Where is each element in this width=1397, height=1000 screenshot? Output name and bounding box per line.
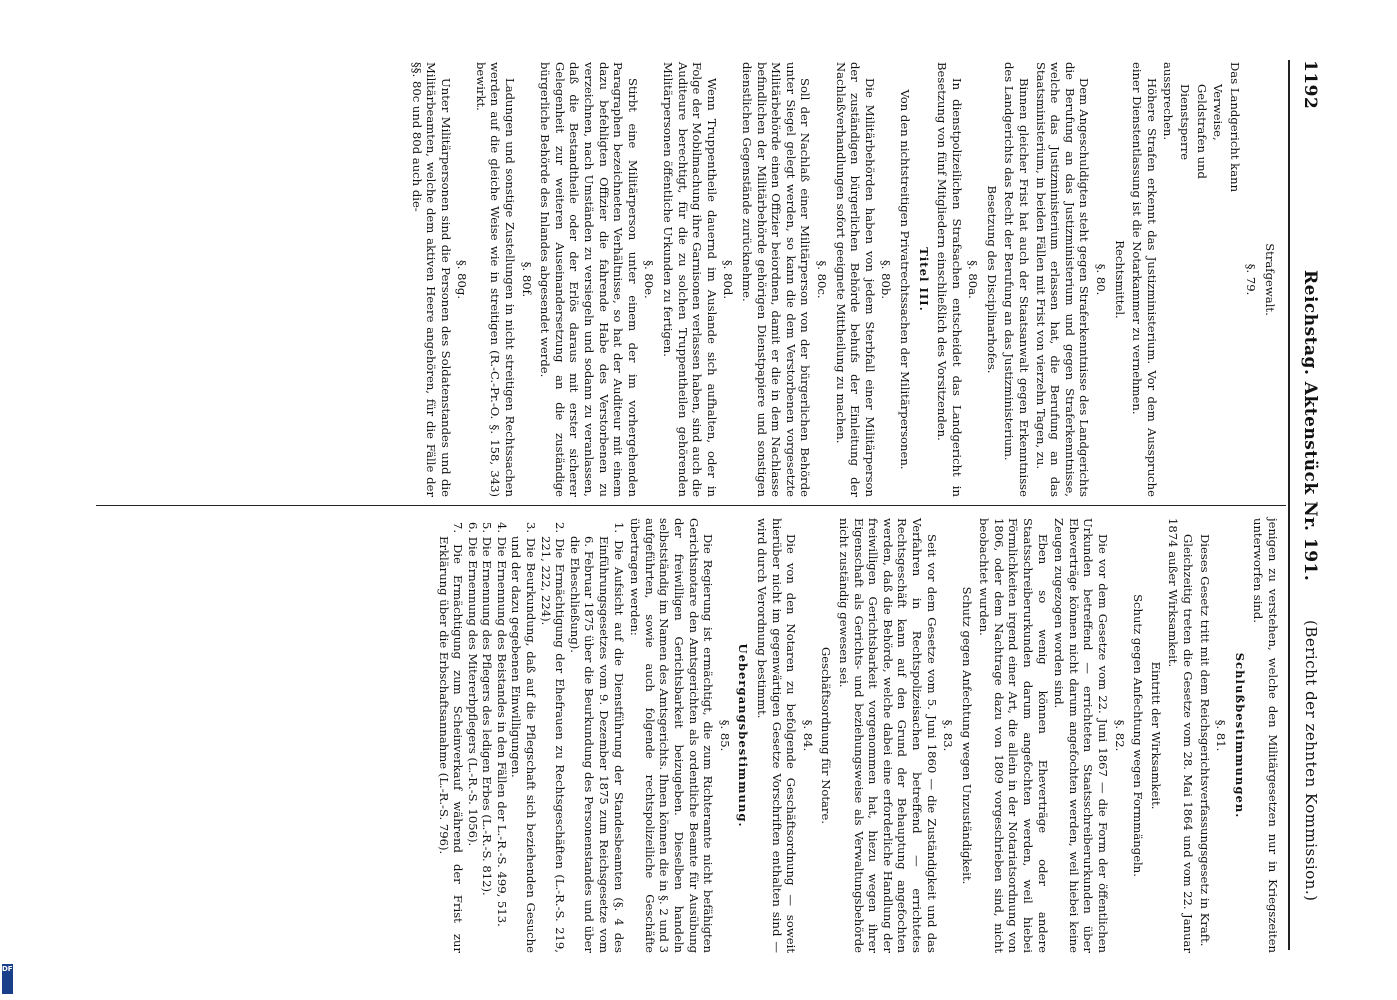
- list-item: 5. Die Ernennung des Pflegers des ledigen Erbes (L.-R.-S. 812).: [480, 522, 495, 896]
- page-header: [1290, 60, 1324, 960]
- section-heading: Geschäftsordnung für Notare.: [819, 646, 834, 825]
- title-heading: Uebergangsbestimmung.: [736, 643, 751, 828]
- paragraph: Eben so wenig können Eheverträge oder andere Staatsschreiberurkunden darum angefochten werden, weil hiebei Förmlichkeiten irgend einer Art, die allein in der Notariatsordnung von 1806, oder dem Nachtrage dazu von 1809 vorgeschrieben sind, nicht beobachtet wurden.: [977, 518, 1050, 953]
- paragraph-number: §. 82.: [1112, 719, 1127, 752]
- paragraph: Binnen gleicher Frist hat auch der Staatsanwalt gegen Erkenntnisse des Landgerichts das Recht der Berufung an das Justizministerium.: [1002, 62, 1032, 497]
- paragraph: jenigen zu verstehen, welche den Militärgesetzen nur in Kriegszeiten unterworfen sind.: [1251, 518, 1280, 953]
- paragraph: Unter Militärpersonen sind die Personen des Soldatenstandes und die Militärbeamten, welche dem aktiven Heere angehören, für die Fälle der §§. 80c und 80d auch die-: [409, 62, 453, 497]
- paragraph: Die Militärbehörden haben von jedem Sterbfall einer Militärperson der zuständigen bürgerlichen Behörde behufs der Einleitung der Nachlaßverhandlungen sofort geeignete Mittheilung zu machen.: [833, 62, 877, 497]
- paragraph: Gleichzeitig treten die Gesetze vom 28. Mai 1864 und vom 22. Januar 1874 außer Wirksamkeit.: [1166, 518, 1196, 953]
- column-divider: [96, 505, 1286, 506]
- list-line: Dienstsperre: [1178, 84, 1193, 161]
- paragraph: Dieses Gesetz tritt mit dem Reichsgerichtsverfassungsgesetz in Kraft.: [1197, 534, 1212, 947]
- list-item: 6. Die Ernennung des Mitererbpflegers (L.-R.-S. 1056).: [465, 522, 480, 847]
- paragraph: Die von den Notaren zu befolgende Geschäftsordnung — soweit hierüber nicht im gegenwärtigen Gesetze Vorschriften enthalten sind — wird durch Verordnung bestimmt.: [755, 518, 799, 953]
- page-title: Reichstag. Aktenstück Nr. 191.: [1300, 270, 1320, 582]
- paragraph-number: §. 80c.: [814, 260, 829, 299]
- paragraph-number: §. 80e.: [642, 260, 657, 299]
- paragraph: Die Regierung ist ermächtigt, die zum Richteramte nicht befähigten Gerichtsnotare den Amtsgerichten als ordentliche Beamte für Ausübung der freiwilligen Gerichtsbarkeit beizugeben. Dieselben handeln selbstständig im Namen des Amtsgerichts. Ihnen können die in §. 2 und 3 aufgeführten, sowie auch folgende rechtspolizeiliche Geschäfte übertragen werden:: [628, 518, 716, 953]
- left-column: [407, 62, 1280, 497]
- list-item: 2. Die Ermächtigung der Ehefrauen zu Rechtsgeschäften (L.-R.-S. 219, 221, 222, 224).: [538, 522, 568, 953]
- paragraph-number: §. 80f.: [519, 261, 534, 298]
- page-number: 1192: [1300, 60, 1320, 110]
- paragraph-number: §. 79.: [1244, 263, 1259, 296]
- paragraph-number: §. 80.: [1094, 263, 1109, 296]
- list-line: Geldstrafen und: [1194, 84, 1209, 179]
- paragraph-number: §. 84.: [800, 719, 815, 752]
- paragraph: In dienstpolizeilichen Strafsachen entscheidet das Landgericht in Besetzung von fünf Mitgliedern einschließlich des Vorsitzenden.: [935, 62, 964, 497]
- paragraph: Seit vor dem Gesetze vom 5. Juni 1860 — die Zuständigkeit und das Verfahren in Rechtspolizeisachen betreffend — errichtetes Rechtsgeschäft kann auf den Grund der Behauptung angefochten werden, daß die Behörde, welche dabei eine erforderliche Handlung der freiwilligen Gerichtsbarkeit vorgenommen hat, hiezu wegen ihrer Eigenschaft als Gerichts- und beziehungsweise als Verwaltungsbehörde nicht zuständig gewesen sei.: [836, 518, 939, 953]
- section-heading: Eintritt der Wirksamkeit.: [1148, 661, 1163, 810]
- paragraph: Das Landgericht kann: [1227, 62, 1242, 193]
- paragraph: aussprechen.: [1161, 62, 1176, 141]
- paragraph-number: §. 85.: [717, 719, 732, 752]
- paragraph: Höhere Strafen erkennt das Justizministerium. Vor dem Ausspruche einer Dienstentlassung ist die Notarkammer zu vernehmen.: [1130, 62, 1159, 497]
- paragraph-number: §. 83.: [941, 719, 956, 752]
- list-line: Verweise,: [1211, 84, 1226, 141]
- list-item: 3. Die Beurkundung, daß auf die Pflegschaft sich beziehenden Gesuche und der dazu gegebenen Einwilligungen.: [509, 522, 539, 953]
- section-heading: Strafgewalt.: [1263, 243, 1277, 316]
- scanned-page: [70, 0, 1330, 1000]
- paragraph: Ladungen und sonstige Zustellungen in nicht streitigen Rechtssachen werden auf die gleiche Weise wie in streitigen (R.-C.-Pr.-O. §. 158, 343) bewirkt.: [473, 62, 518, 497]
- list-item: 4. Die Ernennung des Beistandes in den Fällen der L.-R.-S. 499, 513.: [494, 522, 509, 927]
- dfg-logo: DFG: [2, 964, 13, 994]
- list-item: 1. Die Aufsicht auf die Dienstführung der Standesbeamten (§. 4 des Einführungsgesetzes vom 9. Dezember 1875 zum Reichsgesetze vom 6. Februar 1875 über die Beurkundung des Personenstandes und über die Eheschließung).: [567, 522, 626, 953]
- paragraph: Stirbt eine Militärperson unter einem der im vorhergehenden Paragraphen bezeichneten Verhältnisse, so hat der Auditeur mit einem dazu befehligten Offizier die fahrende Habe des Verstorbenen zu verzeichnen, nach Umständen zu versiegeln und sodann zu veranlassen, daß die Bestandtheile oder der Erlös daraus mit erster sicherer Gelegenheit zur weiteren Auseinandersetzung an die zuständige bürgerliche Behörde des Inlandes abgesendet werde.: [538, 62, 640, 497]
- paragraph: Wenn Truppentheile dauernd im Auslande sich aufhalten, oder in Folge der Mobilmachung ihre Garnisonen verlassen haben, sind auch die Auditeure berechtigt, für die zu solchen Truppentheilen gehörenden Militärpersonen öffentliche Urkunden zu fertigen.: [661, 62, 719, 497]
- paragraph: Soll der Nachlaß einer Militärperson von der bürgerlichen Behörde unter Siegel gelegt werden, so kann die dem Verstorbenen vorgesetzte Militärbehörde einen Offizier beiordnen, damit er die in dem Nachlasse befindlichen der Militärbehörde gehörigen Dienstpapiere und sonstigen dienstlichen Gegenstände zurücknehme.: [740, 62, 813, 497]
- section-heading: Schutz gegen Anfechtung wegen Formmängeln.: [1131, 594, 1146, 877]
- section-heading: Besetzung des Disciplinarhofes.: [984, 185, 999, 374]
- right-column: [436, 518, 1280, 953]
- paragraph: Die vor dem Gesetze vom 22. Juni 1867 — die Form der öffentlichen Urkunden betreffend — errichteten Staatsschreiberurkunden über Eheverträge können nicht darum angefochten werden, weil hiebei keine Zeugen zugezogen worden sind.: [1052, 518, 1111, 953]
- section-heading: Schutz gegen Anfechtung wegen Unzuständigkeit.: [959, 586, 974, 885]
- paragraph-number: §. 81.: [1214, 719, 1229, 752]
- paragraph-number: §. 80b.: [879, 259, 894, 300]
- section-heading: Von den nichtstreitigen Privatrechtssachen der Militärpersonen.: [897, 89, 912, 470]
- paragraph-number: §. 80a.: [966, 260, 981, 299]
- header-rule: [1288, 60, 1290, 950]
- paragraph: Dem Angeschuldigten steht gegen Straferkenntnisse des Landgerichts die Berufung an das Justizministerium und gegen Straferkenntnisse, welche das Justizministerium erlassen hat, die Berufung an das Staatsministerium, in beiden Fällen mit Frist von vierzehn Tagen, zu.: [1033, 62, 1092, 497]
- list-item: 7. Die Ermächtigung zum Scheinverkauf während der Frist zur Erklärung über die Erbschaftsannahme (L.-R.-S. 796).: [436, 522, 466, 953]
- page-subtitle: (Bericht der zehnten Kommission.): [1302, 620, 1320, 902]
- paragraph-number: §. 80g.: [455, 259, 470, 300]
- title-heading: Titel III.: [916, 247, 931, 312]
- paragraph-number: §. 80d.: [721, 259, 736, 300]
- section-heading: Rechtsmittel.: [1112, 240, 1127, 319]
- title-heading: Schlußbestimmungen.: [1232, 652, 1247, 819]
